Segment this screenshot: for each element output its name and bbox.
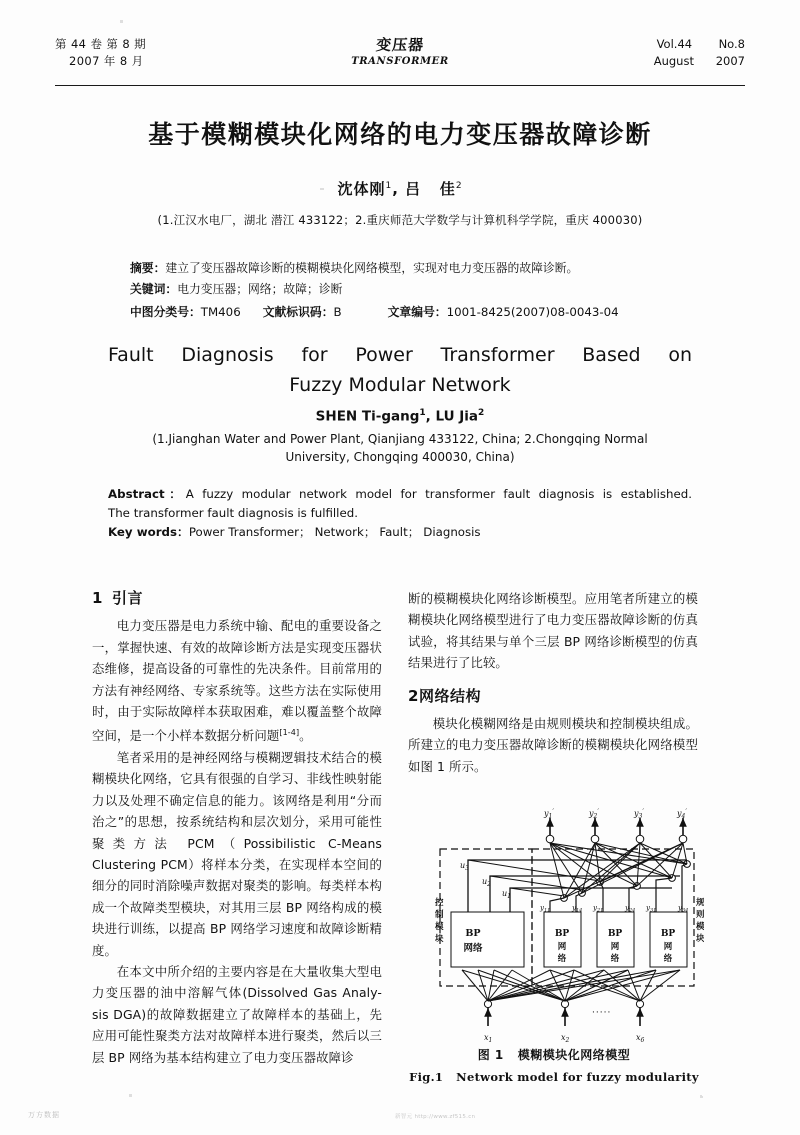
figure-1-caption: [404, 1046, 704, 1084]
authors-cn: [0, 178, 800, 199]
author-1-en: SHEN Ti-gang: [315, 408, 420, 425]
paragraph-1-1: [92, 615, 382, 747]
figure-1-network-diagram: [432, 808, 704, 1046]
keywords-text-cn: 电力变压器；网络；故障；诊断: [177, 282, 343, 296]
figure-caption-en: [404, 1070, 704, 1084]
mid-label-y11: $y_{11}$: [540, 904, 551, 914]
clc-label: 中图分类号：: [130, 305, 201, 319]
watermark-center: 新智元 http://www.zf515.cn: [395, 1114, 476, 1120]
watermark-left: 万方数据: [28, 1111, 60, 1119]
keywords-label-cn: 关键词：: [130, 282, 178, 296]
control-module-label-c4: 块: [435, 934, 444, 944]
doc-code-value: B: [333, 305, 342, 319]
output-y4: $y_4'$: [677, 808, 687, 820]
masthead-right: [654, 36, 745, 70]
author-2-cn: 佳: [439, 180, 456, 198]
figure-caption-en-text: Network model for fuzzy modularity: [456, 1070, 699, 1084]
section-2-title: 网络结构: [418, 686, 481, 705]
keywords-row-cn: [130, 279, 675, 300]
paragraph-1-2: 笔者采用的是神经网络与模糊逻辑技术结合的模糊模块化网络，它具有很强的自学习、非线性映射能力以及处理不确定信息的能力。该网络是利用“分而治之”的思想，按系统结构和层次划分，采用可能性聚类方法 PCM（Possibilistic C-Means Clustering PCM）将样本分类，在实现样本空间的细分的同时消除噪声数据对聚类的影响。每类样本构成一个故障类型模块，对其用三层 BP 网络构成的模块进行训练，以提高 BP 网络学习速度和故障诊断精度。: [92, 749, 382, 958]
journal-logo: [351, 34, 449, 67]
year-label: 2007: [715, 54, 745, 68]
output-y2: $y_2'$: [589, 808, 599, 820]
abstract-row-cn: [130, 258, 675, 279]
mid-label-y34: $y_{34}$: [678, 904, 689, 914]
doc-code-label: 文献标识码：: [262, 305, 334, 319]
rule-module-label-c2: 则: [696, 910, 704, 920]
control-module-label-c3: 模: [435, 922, 444, 932]
column-right: [408, 588, 698, 777]
bp-box-3-label-line3: 络: [610, 954, 620, 964]
masthead-left: [55, 36, 146, 70]
keywords-label-en: Key words：: [108, 525, 189, 539]
article-id-label: 文章编号：: [387, 305, 447, 319]
column-left: [92, 588, 382, 1068]
ellipsis-dots: ·····: [592, 1008, 612, 1018]
paragraph-1-3: 在本文中所介绍的主要内容是在大量收集大型电力变压器的油中溶解气体(Dissolved Gas Analy-sis DGA)的故障数据建立了故障样本的基础上，先应用可能性聚类方法对故障样本进行聚类，然后以三层 BP 网络为基本结构建立了电力变压器故障诊: [92, 964, 382, 1065]
month-label: August: [653, 54, 694, 68]
rule-module-label-c1: 规: [696, 898, 704, 908]
keywords-row-en: [108, 523, 692, 542]
page-title: 基于模糊模块化网络的电力变压器故障诊断: [148, 120, 652, 149]
issue-date: 2007 年 8 月: [69, 54, 144, 68]
authors-sep-cn: , 吕: [392, 180, 422, 198]
control-module-label-c2: 制: [435, 910, 444, 920]
affiliation-en-line2: University, Chongqing 400030, China): [285, 450, 515, 464]
scan-speck-5: [700, 1095, 702, 1097]
author-1-cn: 沈体刚: [337, 180, 386, 198]
section-heading-2: [408, 686, 698, 707]
abstract-block-cn: [130, 258, 675, 323]
bp-box-4-label-line3: 络: [663, 954, 673, 964]
abstract-en-line1: A fuzzy modular network model for transformer fault diagnosis is established.: [185, 487, 692, 501]
author-1-en-sup: 1: [419, 408, 426, 418]
figure-caption-cn-text: 模糊模块化网络模型: [517, 1048, 631, 1062]
title-en-line2: Fuzzy Modular Network: [289, 374, 511, 396]
section-1-title: 引言: [111, 589, 143, 607]
input-x1: $x_1$: [484, 1033, 493, 1044]
abstract-en-line2: The transformer fault diagnosis is fulfilled.: [108, 506, 358, 520]
section-2-number: 2: [408, 686, 419, 705]
affiliation-en-line1: (1.Jianghan Water and Power Plant, Qianjiang 433122, China; 2.Chongqing Normal: [152, 432, 648, 446]
bp-box-4-label-line1: BP: [660, 929, 676, 939]
control-signal-u2: $u_2$: [482, 877, 491, 888]
mid-label-y31: $y_{31}$: [646, 904, 657, 914]
scan-speck-1: [120, 20, 123, 23]
bp-box-2-label-line2: 网: [557, 942, 567, 952]
output-y3: $y_3'$: [634, 808, 644, 820]
abstract-label-cn: 摘要：: [130, 261, 166, 275]
paragraph-1-3-continued: 断的模糊模块化网络诊断模型。应用笔者所建立的模糊模块化网络模型进行了电力变压器故障诊断的仿真试验，将其结果与单个三层 BP 网络诊断模型的仿真结果进行了比较。: [408, 591, 698, 671]
journal-name-cn: 变压器: [374, 36, 425, 54]
bp-box-1-label-line1: BP: [465, 928, 481, 939]
control-signal-u1: $u_1$: [502, 889, 511, 900]
affiliation-cn: (1.江汉水电厂，湖北 潜江 433122；2.重庆师范大学数学与计算机科学学院，重庆 400030): [157, 213, 643, 227]
bp-box-3-label-line2: 网: [610, 942, 620, 952]
bp-box-4-label-line2: 网: [663, 942, 673, 952]
input-x6: $x_6$: [636, 1033, 645, 1044]
volume-issue: 第 44 卷 第 8 期: [55, 37, 147, 51]
mid-label-y24: $y_{24}$: [625, 904, 636, 914]
section-1-number: 1: [92, 589, 103, 607]
abstract-text-cn: 建立了变压器故障诊断的模糊模块化网络模型，实现对电力变压器的故障诊断。: [165, 261, 579, 275]
masthead-rule: [55, 85, 745, 86]
article-id-value: 1001-8425(2007)08-0043-04: [446, 305, 619, 319]
volume-label: Vol.44: [656, 37, 693, 51]
author-2-en-sup: 2: [478, 408, 485, 418]
output-y1: $y_1'$: [544, 808, 554, 820]
page-title-en: [108, 340, 692, 400]
number-label: No.8: [718, 37, 745, 51]
mid-label-y14: $y_{14}$: [572, 904, 583, 914]
input-x2: $x_2$: [561, 1033, 570, 1044]
section-heading-1: [92, 588, 382, 609]
author-2-cn-sup: 2: [455, 181, 463, 191]
title-en-line1: Fault Diagnosis for Power Transformer Based on: [108, 344, 692, 366]
abstract-block-en: [108, 485, 692, 542]
rule-module-label-c4: 块: [696, 934, 704, 944]
mid-label-y21: $y_{21}$: [593, 904, 604, 914]
control-module-label-c1: 控: [435, 898, 444, 908]
scan-speck-3: [129, 1094, 132, 1097]
figure-caption-cn: [404, 1046, 704, 1063]
keywords-text-en: Power Transformer； Network； Fault； Diagnosis: [188, 525, 481, 539]
bp-box-3-label-line1: BP: [607, 929, 623, 939]
paragraph-2-1: 模块化模糊网络是由规则模块和控制模块组成。所建立的电力变压器故障诊断的模糊模块化网络模型如图 1 所示。: [408, 716, 698, 774]
author-1-cn-sup: 1: [385, 181, 393, 191]
author-2-en: , LU Jia: [425, 408, 479, 425]
figure-caption-en-num: Fig.1: [409, 1070, 444, 1084]
rule-module-label-c3: 模: [696, 922, 704, 932]
affiliation-en: [115, 430, 685, 466]
network-diagram-svg: [432, 808, 704, 1046]
scan-speck-2: [320, 188, 324, 190]
paragraph-1-1-text: 电力变压器是电力系统中输、配电的重要设备之一，掌握快速、有效的故障诊断方法是实现变压器状态维修，提高设备的可靠性的先决条件。目前常用的方法有神经网络、专家系统等。这些方法在实际使用时，由于实际故障样本获取困难，难以覆盖整个故障空间，是一个小样本数据分析问题: [92, 618, 382, 744]
bp-box-1-label-line2: 网络: [463, 943, 483, 954]
abstract-label-en: Abstract：: [108, 487, 186, 501]
classification-row: [130, 302, 675, 323]
clc-value: TM406: [200, 305, 241, 319]
figure-caption-cn-num: 图 1: [477, 1048, 504, 1062]
paragraph-1-1-end: 。: [299, 728, 312, 744]
reference-citation-1: [1-4]: [279, 728, 300, 738]
journal-name-en: TRANSFORMER: [351, 56, 449, 67]
bp-box-2-label-line1: BP: [554, 929, 570, 939]
abstract-en-line1-row: [108, 485, 692, 504]
authors-en: [0, 408, 800, 425]
masthead: [55, 36, 745, 78]
bp-box-2-label-line3: 络: [557, 954, 567, 964]
control-signal-u3: $u_3$: [460, 861, 469, 872]
